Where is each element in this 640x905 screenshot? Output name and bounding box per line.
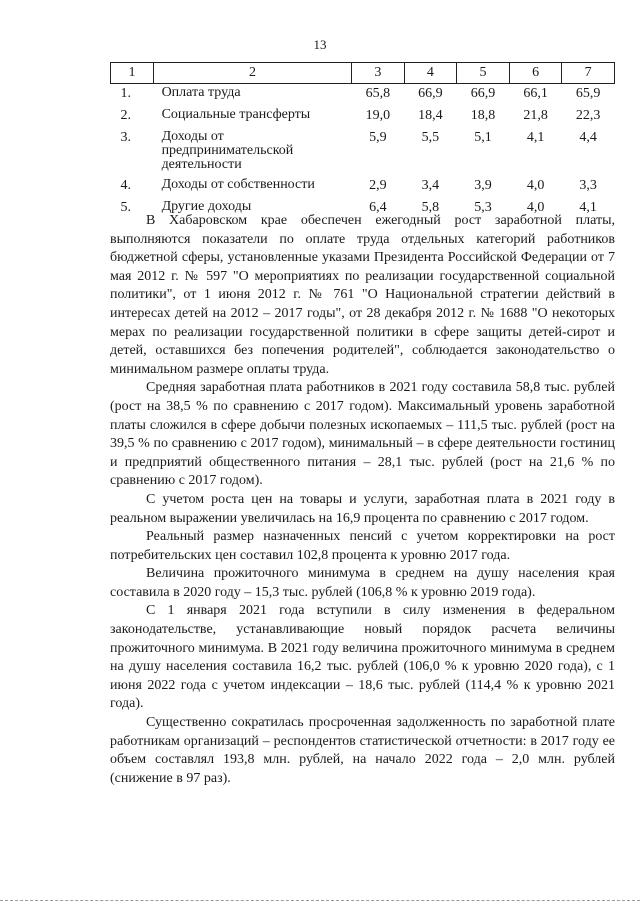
table-header-cell: 6 xyxy=(509,63,562,84)
page-number: 13 xyxy=(313,37,327,52)
table-row xyxy=(111,84,615,107)
row-number: 4. xyxy=(120,178,131,193)
table-row xyxy=(111,128,615,176)
row-value: 18,8 xyxy=(470,108,496,123)
row-value: 65,9 xyxy=(575,86,601,101)
row-value: 19,0 xyxy=(365,108,391,123)
row-number: 3. xyxy=(120,130,131,145)
row-value: 4,4 xyxy=(579,130,597,145)
row-value: 22,3 xyxy=(575,108,601,123)
row-number: 2. xyxy=(120,108,131,123)
row-value: 3,3 xyxy=(579,178,597,193)
row-name: Оплата труда xyxy=(161,85,241,100)
paragraph: С 1 января 2021 года вступили в силу изменения в федеральном законодательстве, устанавливающие новый порядок расчета величины прожиточного минимума. В 2021 году величина прожиточного минимума в среднем на душу населения составила 16,2 тыс. рублей (106,0 % к уровню 2020 года), с 1 июня 2022 года с учетом индексации – 18,6 тыс. рублей (114,4 % к уровню 2021 года). xyxy=(110,603,615,712)
table-header-row xyxy=(111,63,615,84)
row-value: 66,1 xyxy=(523,86,548,101)
row-value: 5,1 xyxy=(474,130,492,145)
row-name: Доходы от предпринимательской деятельности xyxy=(161,129,294,172)
table-header-cell: 5 xyxy=(457,63,510,84)
scan-edge-line xyxy=(0,900,640,901)
table-row xyxy=(111,176,615,198)
row-name: Другие доходы xyxy=(161,199,252,214)
table-header-cell: 2 xyxy=(154,63,352,84)
income-structure-table xyxy=(110,62,615,220)
row-value: 5,5 xyxy=(421,130,440,145)
paragraph: В Хабаровском крае обеспечен ежегодный рост заработной платы, выполняются показатели по оплате труда отдельных категорий работников бюджетной сферы, установленные указами Президента Российской Федерации от 7 мая 2012 г. № 597 "О мероприятиях по реализации государственной социальной политики", от 1 июня 2012 г. № 761 "О Национальной стратегии действий в интересах детей на 2012 – 2017 годы", от 28 декабря 2012 г. № 1688 "О некоторых мерах по реализации государственной политики в сфере защиты детей-сирот и детей, оставшихся без попечения родителей", соблюдается законодательство о минимальном размере оплаты труда. xyxy=(110,213,615,377)
table-header-cell: 3 xyxy=(352,63,405,84)
row-value: 2,9 xyxy=(369,178,387,193)
row-value: 18,4 xyxy=(418,108,443,123)
paragraph: Величина прожиточного минимума в среднем на душу населения края составила в 2020 году – 15,3 тыс. рублей (106,8 % к уровню 2019 года). xyxy=(110,566,615,600)
row-name: Доходы от собственности xyxy=(161,177,315,192)
table-header-cell: 1 xyxy=(111,63,154,84)
row-value: 5,8 xyxy=(421,200,440,215)
row-value: 5,9 xyxy=(369,130,387,145)
row-value: 4,0 xyxy=(526,178,545,193)
table-header-cell: 7 xyxy=(562,63,615,84)
row-value: 66,9 xyxy=(470,86,496,101)
row-value: 3,4 xyxy=(421,178,440,193)
row-number: 5. xyxy=(120,200,131,215)
row-value: 66,9 xyxy=(418,86,443,101)
paragraph: С учетом роста цен на товары и услуги, заработная плата в 2021 году в реальном выражении увеличилась на 16,9 процента по сравнению с 2017 годом. xyxy=(110,491,615,526)
row-value: 4,1 xyxy=(526,130,545,145)
row-value: 6,4 xyxy=(369,200,387,215)
row-name: Социальные трансферты xyxy=(161,107,311,122)
row-value: 21,8 xyxy=(523,108,548,123)
paragraph: Средняя заработная плата работников в 2021 году составила 58,8 тыс. рублей (рост на 38,5 % по сравнению с 2017 годом). Максимальный уровень заработной платы сложился в сфере добычи полезных ископаемых – 111,5 тыс. рублей (рост на 39,5 % по сравнению с 2017 годом), минимальный – в сфере деятельности гостиниц и предприятий общественного питания – 28,1 тыс. рублей (рост на 21,6 % по сравнению с 2017 годом). xyxy=(110,380,615,489)
row-number: 1. xyxy=(120,86,131,101)
body-text xyxy=(110,212,615,788)
row-value: 4,1 xyxy=(579,200,597,215)
row-value: 65,8 xyxy=(365,86,391,101)
row-value: 5,3 xyxy=(474,200,492,215)
row-value: 3,9 xyxy=(474,178,492,193)
table-row xyxy=(111,106,615,128)
table-header-cell: 4 xyxy=(404,63,457,84)
paragraph: Существенно сократилась просроченная задолженность по заработной плате работникам организаций – респондентов статистической отчетности: в 2017 году ее объем составлял 193,8 млн. рублей, на начало 2022 года – 2,0 млн. рублей (снижение в 97 раз). xyxy=(110,715,615,786)
paragraph: Реальный размер назначенных пенсий с учетом корректировки на рост потребительских цен составил 102,8 процента к уровню 2017 года. xyxy=(110,529,615,563)
row-value: 4,0 xyxy=(526,200,545,215)
